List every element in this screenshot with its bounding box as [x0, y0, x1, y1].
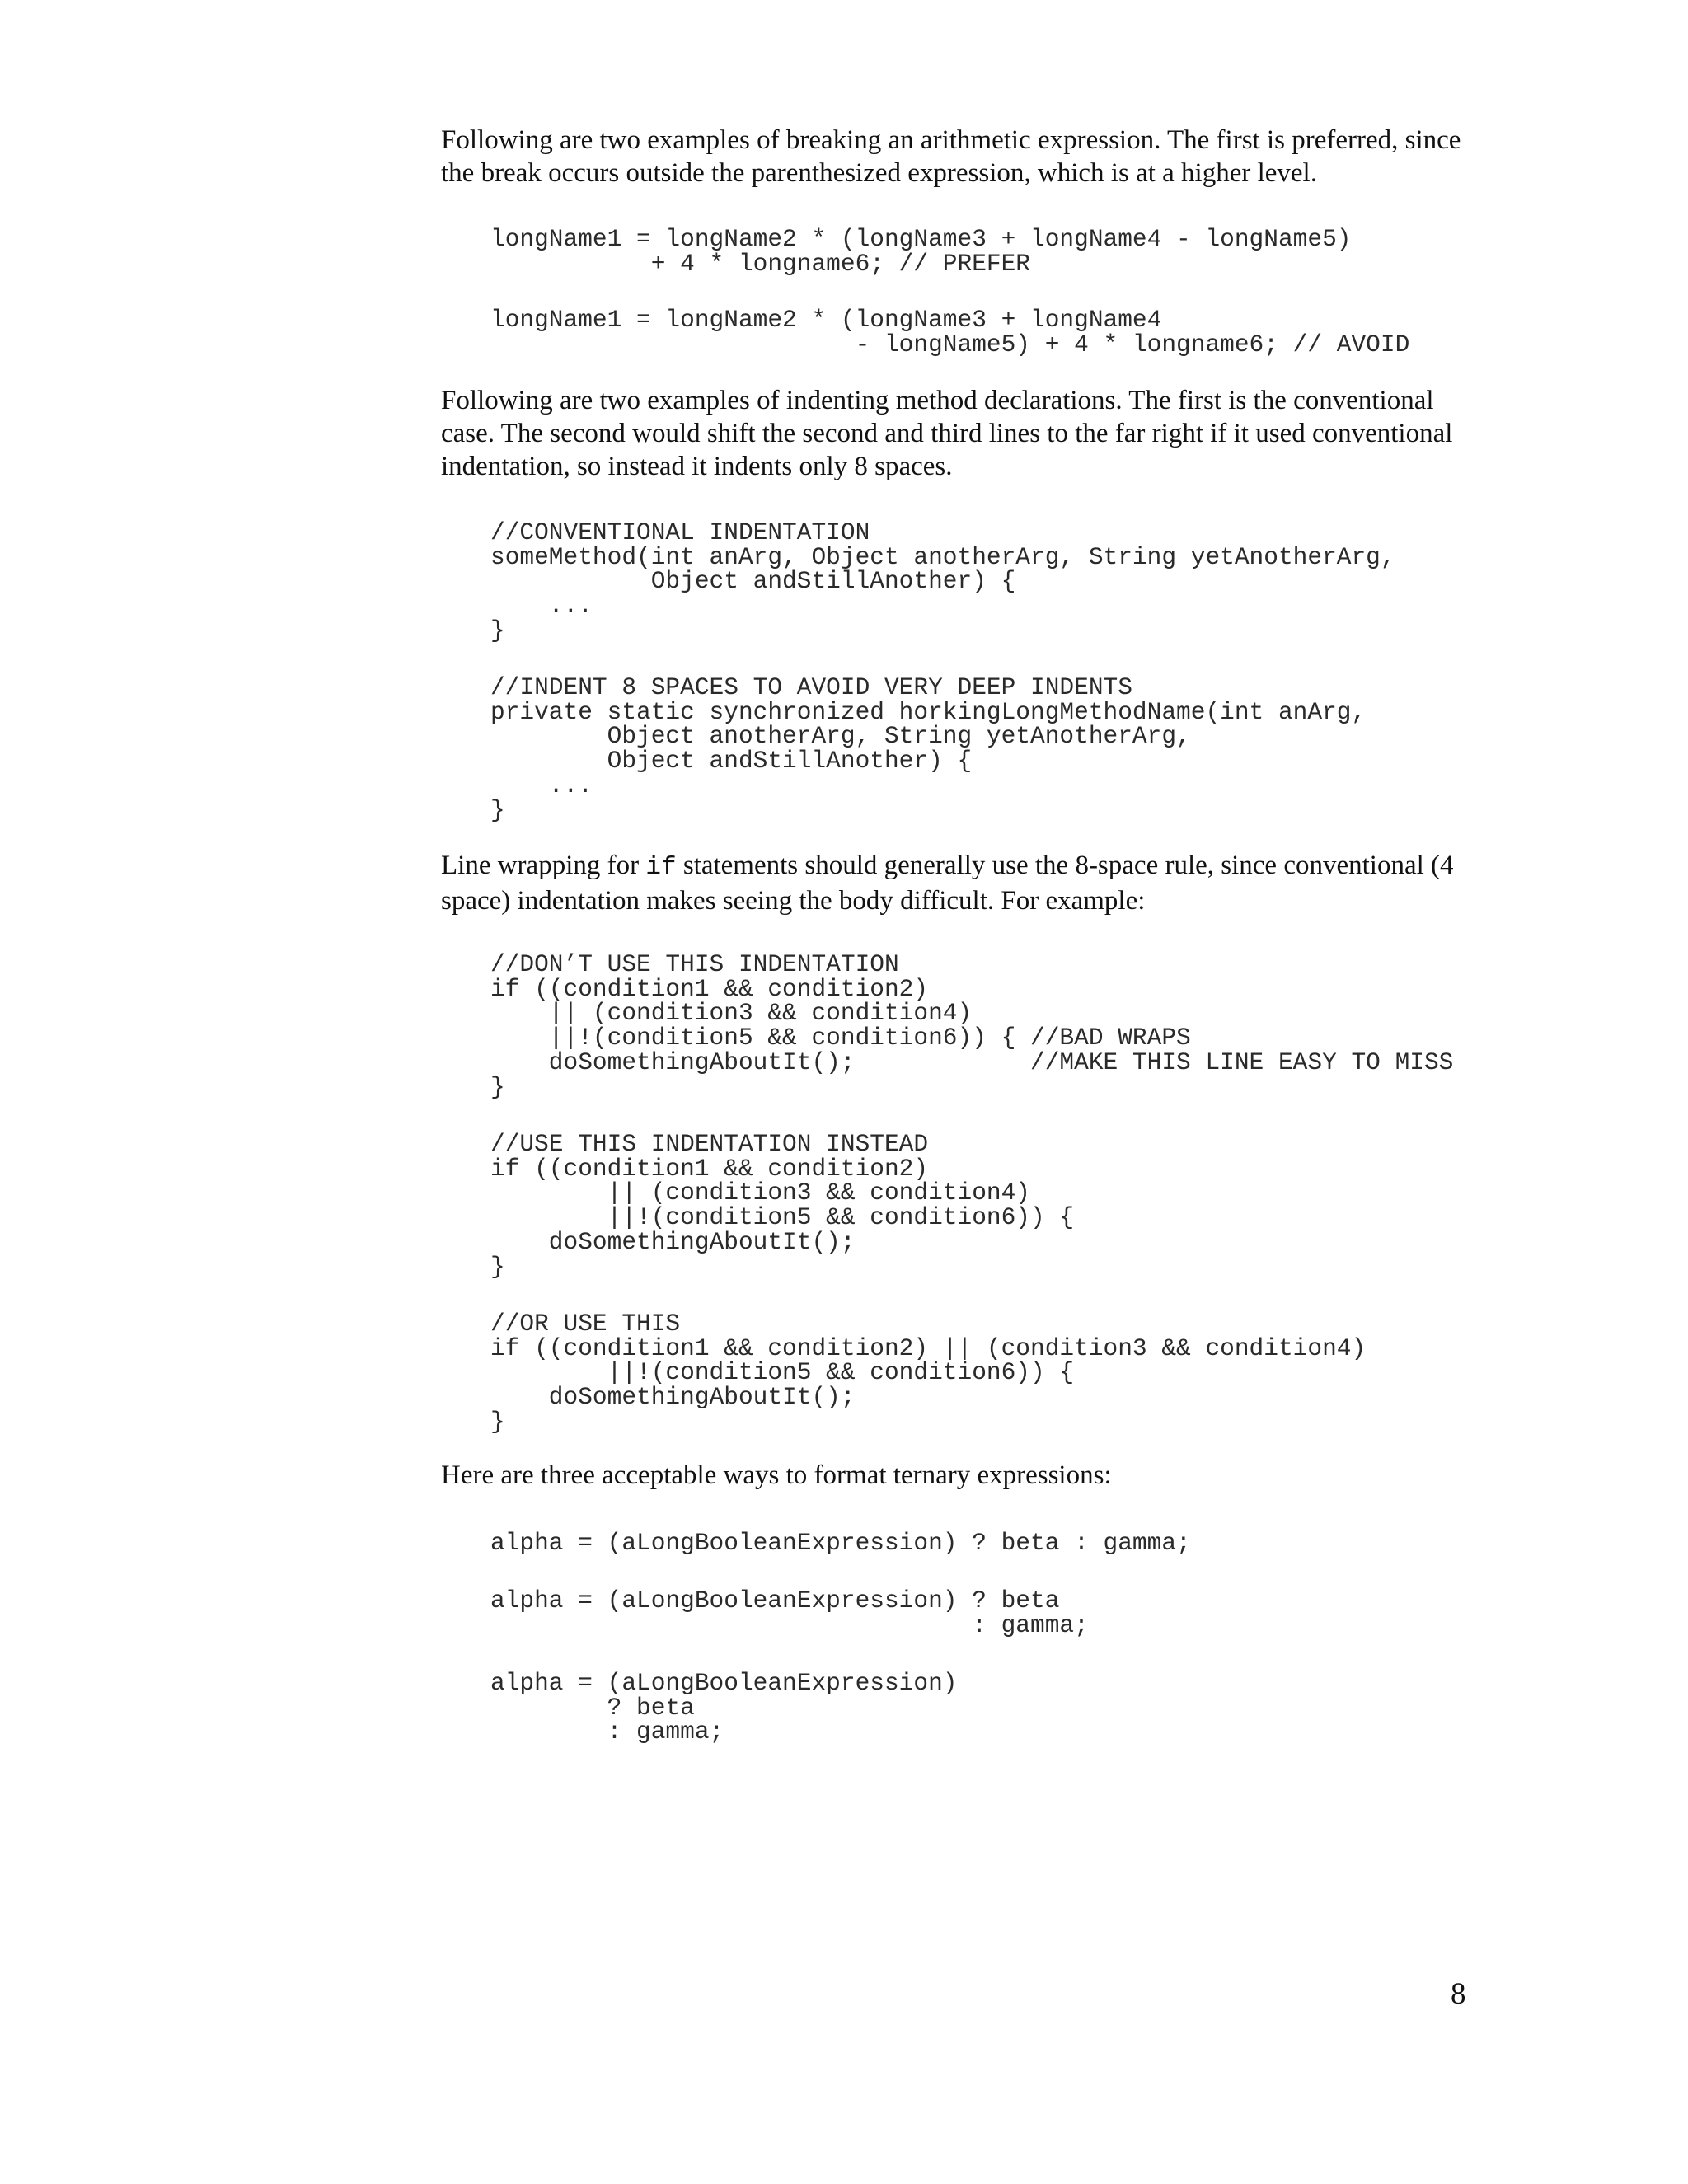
code-if-use-instead: //USE THIS INDENTATION INSTEAD if ((condition1 && condition2) || (condition3 && condition4) ||!(condition5 && condition6)) { doSomethingAboutIt(); } — [490, 1130, 1075, 1281]
inline-code-if: if — [645, 853, 677, 882]
paragraph-ternary-intro: Here are three acceptable ways to format ternary expressions: — [441, 1460, 1112, 1490]
paragraph-if-text-before: Line wrapping for — [441, 851, 646, 880]
code-ternary-3: alpha = (aLongBooleanExpression) ? beta : gamma; — [490, 1669, 958, 1746]
page-number: 8 — [1451, 1977, 1466, 2011]
paragraph-arithmetic-intro: Following are two examples of breaking an arithmetic expression. The first is preferred, since the break occurs outside the parenthesized expression, which is at a higher level. — [441, 125, 1461, 188]
code-if-or-use-this: //OR USE THIS if ((condition1 && condition2) || (condition3 && condition4) ||!(condition5 && condition6)) { doSomethingAboutIt(); } — [490, 1310, 1367, 1436]
code-arithmetic-prefer: longName1 = longName2 * (longName3 + longName4 - longName5) + 4 * longname6; // PREFER — [490, 225, 1352, 278]
paragraph-if-wrapping — [441, 849, 1471, 917]
code-method-conventional: //CONVENTIONAL INDENTATION someMethod(int anArg, Object anotherArg, String yetAnotherArg, Object andStillAnother) { ... } — [490, 518, 1395, 644]
code-ternary-2: alpha = (aLongBooleanExpression) ? beta : gamma; — [490, 1586, 1089, 1639]
paragraph-method-declarations: Following are two examples of indenting method declarations. The first is the conventional case. The second would shift the second and third lines to the far right if it used conventional indentation, so instead it indents only 8 spaces. — [441, 386, 1453, 481]
code-arithmetic-avoid: longName1 = longName2 * (longName3 + longName4 - longName5) + 4 * longname6; // AVOID — [490, 306, 1410, 359]
paragraph-if-text-after: statements should generally use the 8-space rule, since conventional (4 space) indentation makes seeing the body difficult. For example: — [441, 851, 1454, 916]
code-method-indent-8: //INDENT 8 SPACES TO AVOID VERY DEEP INDENTS private static synchronized horkingLongMethodName(int anArg, Object anotherArg, String yetAnotherArg, Object andStillAnother) { ... } — [490, 673, 1367, 824]
code-if-dont-use: //DON’T USE THIS INDENTATION if ((condition1 && condition2) || (condition3 && condition4) ||!(condition5 && condition6)) { //BAD WRAPS doSomethingAboutIt(); //MAKE THIS LINE EASY TO MISS } — [490, 950, 1454, 1101]
code-ternary-1: alpha = (aLongBooleanExpression) ? beta : gamma; — [490, 1529, 1191, 1557]
